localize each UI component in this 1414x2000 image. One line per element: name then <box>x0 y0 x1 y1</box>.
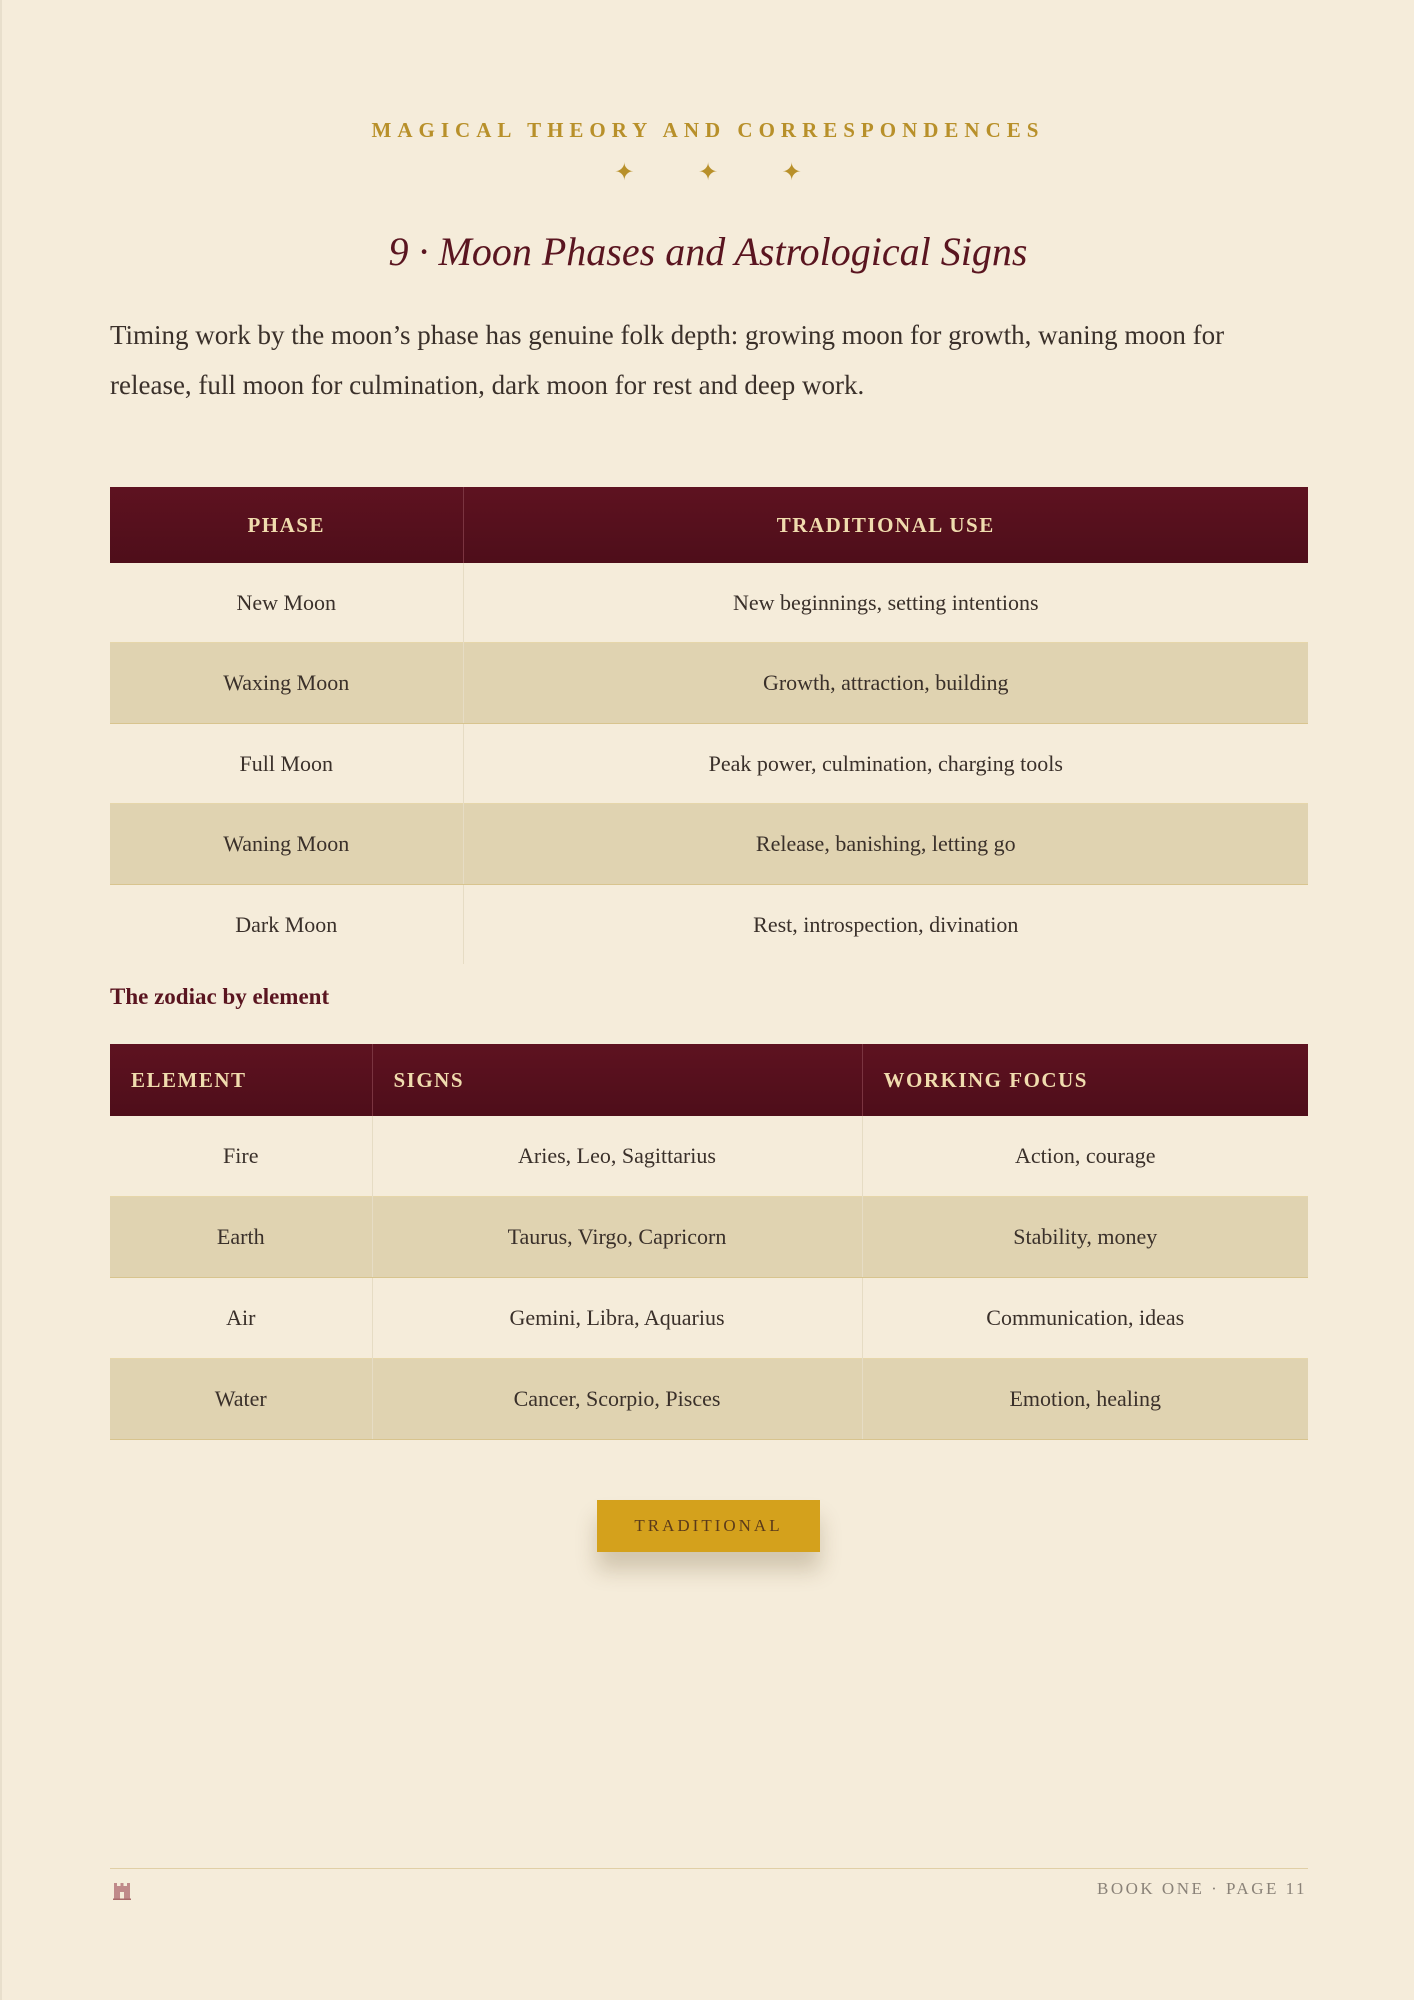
table-cell: New beginnings, setting intentions <box>463 563 1308 643</box>
table-cell: Taurus, Virgo, Capricorn <box>372 1197 862 1278</box>
table-cell: Dark Moon <box>235 911 338 937</box>
table-cell: Earth <box>110 1197 372 1278</box>
table-row <box>110 885 1308 965</box>
table-row <box>110 724 1308 804</box>
table-cell: Communication, ideas <box>862 1278 1308 1359</box>
table-cell: Stability, money <box>862 1197 1308 1278</box>
zodiac-element-table <box>110 1044 1308 1440</box>
table-cell: Fire <box>223 1143 259 1168</box>
table-cell: Rest, introspection, divination <box>463 885 1308 965</box>
page-number: BOOK ONE · PAGE 11 <box>1097 1879 1307 1898</box>
table-cell: Action, courage <box>862 1116 1308 1197</box>
table-row <box>110 1278 1308 1359</box>
table-cell: Cancer, Scorpio, Pisces <box>372 1359 862 1440</box>
table-cell: Water <box>110 1359 372 1440</box>
column-header-phase: PHASE <box>110 487 463 563</box>
castle-icon <box>112 1880 132 1900</box>
zodiac-subheading: The zodiac by element <box>110 984 330 1009</box>
column-header-element: ELEMENT <box>110 1044 372 1116</box>
table-cell: Waxing Moon <box>110 643 463 724</box>
table-cell: Aries, Leo, Sagittarius <box>372 1116 862 1197</box>
column-header-traditional-use: TRADITIONAL USE <box>463 487 1308 563</box>
table-cell: Full Moon <box>239 750 334 776</box>
table-row <box>110 563 1308 643</box>
intro-paragraph: Timing work by the moon’s phase has genuine folk depth: growing moon for growth, waning moon for release, full moon for culmination, dark moon for rest and deep work. <box>110 320 1225 400</box>
table-cell: Waning Moon <box>110 804 463 885</box>
table-header-row <box>110 1044 1308 1116</box>
table-cell: Peak power, culmination, charging tools <box>463 724 1308 804</box>
table-cell: Gemini, Libra, Aquarius <box>372 1278 862 1359</box>
table-cell: Release, banishing, letting go <box>463 804 1308 885</box>
page-title: 9 · Moon Phases and Astrological Signs <box>388 229 1028 274</box>
table-row <box>110 643 1308 724</box>
table-cell: Growth, attraction, building <box>463 643 1308 724</box>
moon-phase-table <box>110 487 1308 964</box>
column-header-working-focus: WORKING FOCUS <box>862 1044 1308 1116</box>
table-header-row <box>110 487 1308 563</box>
footer-divider <box>110 1868 1308 1869</box>
table-row <box>110 804 1308 885</box>
traditional-badge-button[interactable]: TRADITIONAL <box>597 1500 820 1552</box>
table-row <box>110 1359 1308 1440</box>
table-cell: Emotion, healing <box>862 1359 1308 1440</box>
column-header-signs: SIGNS <box>372 1044 862 1116</box>
section-kicker: MAGICAL THEORY AND CORRESPONDENCES <box>371 118 1045 142</box>
table-row <box>110 1197 1308 1278</box>
star-ornament: ✦ ✦ ✦ <box>614 158 830 186</box>
table-row <box>110 1116 1308 1197</box>
table-cell: New Moon <box>236 589 337 615</box>
table-cell: Air <box>226 1305 256 1330</box>
